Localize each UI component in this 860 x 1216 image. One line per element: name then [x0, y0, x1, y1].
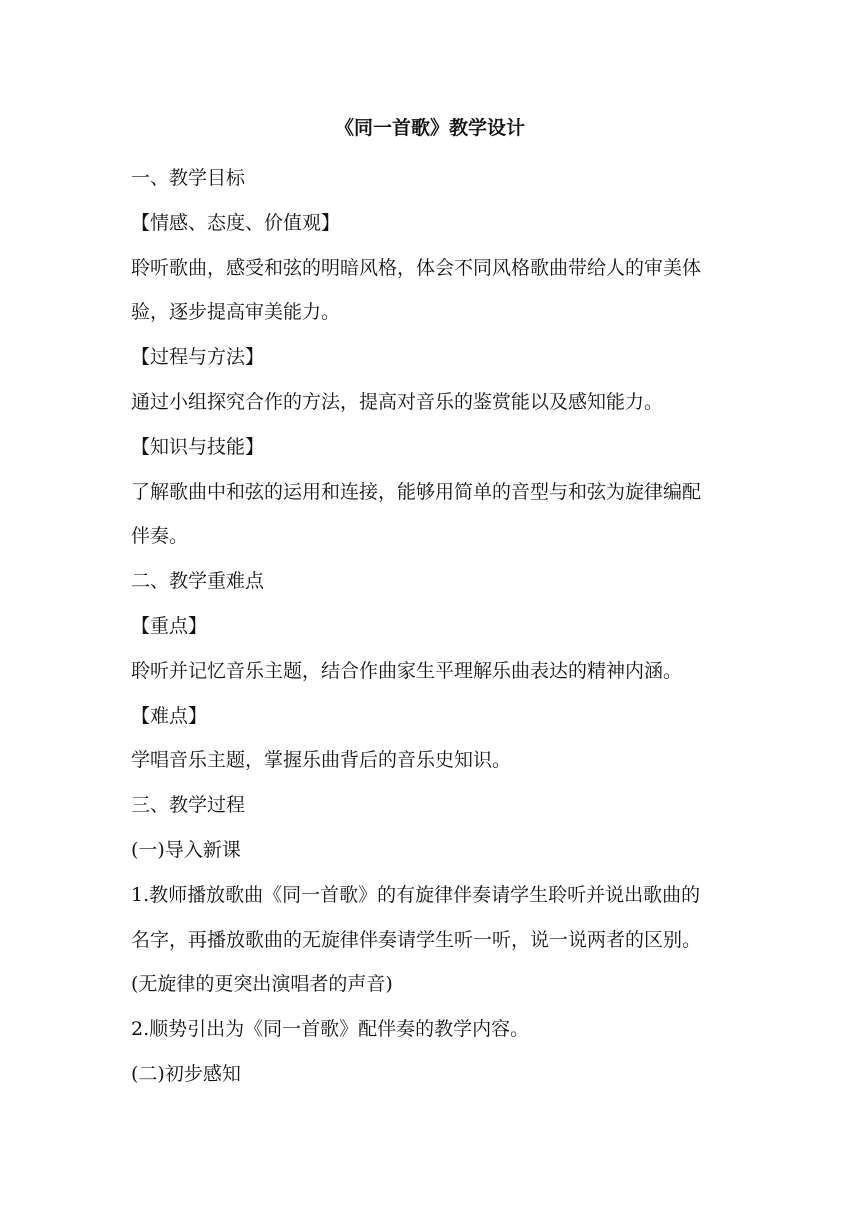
paragraph-line: 了解歌曲中和弦的运用和连接，能够用简单的音型与和弦为旋律编配: [131, 480, 702, 503]
paragraph-line: 学唱音乐主题，掌握乐曲背后的音乐史知识。: [131, 749, 512, 772]
document-title: 《同一首歌》教学设计: [334, 117, 525, 139]
section-heading-objectives: 一、教学目标: [131, 167, 246, 189]
subheading-process-methods: 【过程与方法】: [131, 346, 265, 369]
paragraph-line: (无旋律的更突出演唱者的声音): [131, 973, 393, 996]
subheading-introduction: (一)导入新课: [131, 838, 241, 861]
paragraph-line: 验，逐步提高审美能力。: [131, 301, 341, 324]
subheading-key-points: 【重点】: [131, 614, 208, 637]
paragraph-line: 聆听歌曲，感受和弦的明暗风格，体会不同风格歌曲带给人的审美体: [131, 256, 702, 279]
paragraph-line: 通过小组探究合作的方法，提高对音乐的鉴赏能以及感知能力。: [131, 390, 664, 413]
subheading-emotion-attitude-values: 【情感、态度、价值观】: [131, 211, 341, 234]
subheading-difficult-points: 【难点】: [131, 704, 208, 727]
subheading-initial-perception: (二)初步感知: [131, 1062, 241, 1085]
section-heading-key-difficult-points: 二、教学重难点: [131, 570, 265, 593]
paragraph-line: 名字，再播放歌曲的无旋律伴奏请学生听一听，说一说两者的区别。: [131, 928, 702, 951]
subheading-knowledge-skills: 【知识与技能】: [131, 435, 265, 458]
paragraph-line: 2.顺势引出为《同一首歌》配伴奏的教学内容。: [131, 1018, 530, 1041]
paragraph-line: 1.教师播放歌曲《同一首歌》的有旋律伴奏请学生聆听并说出歌曲的: [131, 883, 701, 906]
section-heading-teaching-process: 三、教学过程: [131, 794, 246, 817]
document-body: [131, 156, 741, 1097]
paragraph-line: 聆听并记忆音乐主题，结合作曲家生平理解乐曲表达的精神内涵。: [131, 659, 683, 682]
paragraph-line: 伴奏。: [131, 525, 189, 548]
